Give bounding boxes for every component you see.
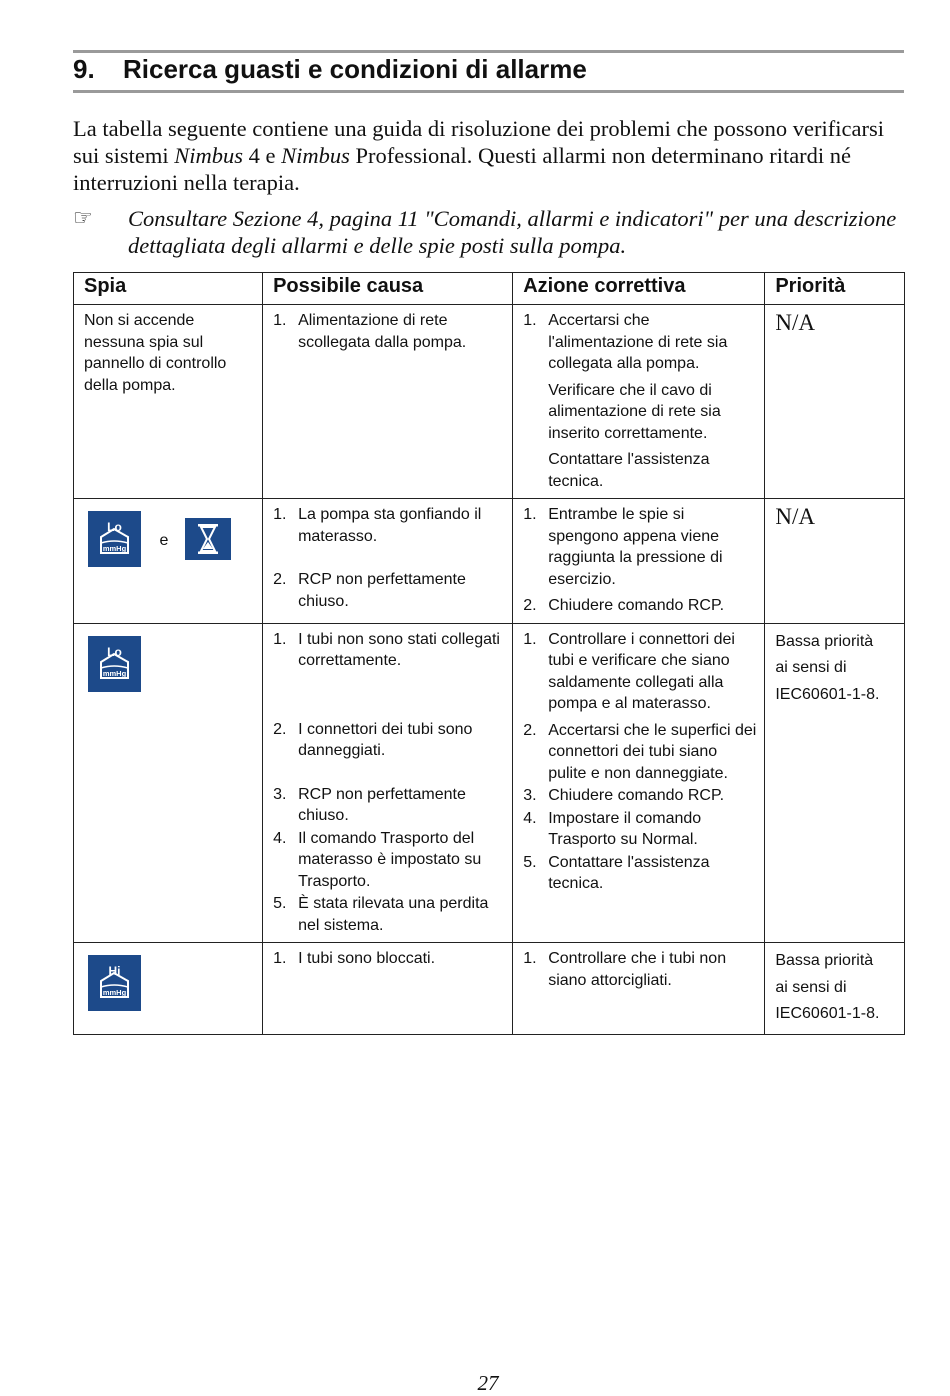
cause-item — [273, 893, 504, 936]
col-header-priorita: Priorità — [765, 273, 905, 305]
action-item — [523, 504, 756, 590]
item-text: Chiudere comando RCP. — [548, 787, 725, 804]
intro-text-3: Professional. Questi allarmi non determinano ritardi né interruzioni nella terapia. — [73, 143, 852, 195]
page-number: 27 — [477, 1371, 499, 1395]
high-pressure-icon — [88, 955, 141, 1011]
item-number: 2. — [523, 721, 537, 739]
top-rule — [73, 50, 904, 53]
section-number: 9. — [73, 54, 95, 84]
col-header-spia: Spia — [74, 273, 263, 305]
item-number: 1. — [523, 630, 537, 648]
cause-cell — [263, 943, 513, 1035]
intro-paragraph — [73, 115, 893, 196]
intro-text-1: La tabella seguente contiene una guida di risoluzione dei problemi che possono verificarsi sui sistemi — [73, 116, 884, 168]
item-number: 4. — [273, 829, 287, 847]
priority-line: IEC60601-1-8. — [775, 1005, 880, 1022]
item-number: 1. — [273, 312, 287, 329]
item-number: 1. — [523, 506, 537, 523]
low-pressure-icon — [88, 636, 141, 692]
priority-line: IEC60601-1-8. — [775, 685, 880, 703]
cause-item — [273, 828, 504, 893]
item-number: 1. — [273, 950, 287, 967]
spia-cell — [74, 623, 263, 943]
action-item — [523, 720, 756, 785]
joiner-text: e — [159, 532, 169, 549]
action-item — [523, 629, 756, 715]
priority-cell — [765, 943, 905, 1035]
action-item — [523, 808, 756, 851]
table-row — [74, 305, 905, 499]
cause-cell — [263, 305, 513, 499]
item-text: Alimentazione di rete scollegata dalla pompa. — [298, 312, 467, 351]
item-text: Accertarsi che l'alimentazione di rete sia collegata alla pompa. — [548, 312, 728, 372]
table-row — [74, 499, 905, 624]
action-cell — [513, 623, 765, 943]
table-header-row — [74, 273, 905, 305]
item-number: 2. — [273, 571, 287, 588]
icon-label: Lo — [107, 520, 122, 534]
action-item — [523, 785, 756, 807]
item-text: La pompa sta gonfiando il materasso. — [298, 506, 482, 545]
priority-line: Bassa priorità — [775, 632, 874, 650]
cause-item — [273, 569, 504, 612]
item-text: I tubi sono bloccati. — [298, 950, 436, 967]
item-text: I tubi non sono stati collegati correttamente. — [298, 630, 500, 669]
cause-cell — [263, 499, 513, 624]
item-text: RCP non perfettamente chiuso. — [298, 785, 466, 824]
action-item — [523, 852, 756, 895]
section-title — [73, 54, 587, 85]
spia-cell: Non si accende nessuna spia sul pannello di controllo della pompa. — [74, 305, 263, 499]
item-text: Impostare il comando Trasporto su Normal. — [548, 809, 702, 848]
pointing-hand-icon: ☞ — [73, 206, 93, 231]
item-text: Chiudere comando RCP. — [548, 597, 725, 614]
troubleshooting-table — [73, 272, 905, 1035]
action-cell — [513, 305, 765, 499]
action-item — [523, 595, 756, 617]
low-pressure-icon — [88, 511, 141, 567]
action-paragraph: Verificare che il cavo di alimentazione di rete sia inserito correttamente. — [548, 381, 721, 442]
priority-cell — [765, 623, 905, 943]
item-number: 1. — [523, 950, 537, 967]
cause-item — [273, 948, 504, 970]
priority-cell: N/A — [765, 499, 905, 624]
intro-italic-2: Nimbus — [281, 143, 350, 168]
priority-cell: N/A — [765, 305, 905, 499]
cause-cell — [263, 623, 513, 943]
priority-line: ai sensi di — [775, 659, 847, 676]
priority-line: ai sensi di — [775, 978, 847, 996]
spia-cell — [74, 499, 263, 624]
action-paragraph: Contattare l'assistenza tecnica. — [548, 451, 710, 490]
action-cell — [513, 499, 765, 624]
spia-cell — [74, 943, 263, 1035]
reference-note — [73, 205, 903, 259]
item-text: I connettori dei tubi sono danneggiati. — [298, 720, 473, 759]
item-number: 2. — [523, 597, 537, 614]
col-header-azione: Azione correttiva — [513, 273, 765, 305]
cause-item — [273, 784, 504, 827]
table-row — [74, 623, 905, 943]
item-text: Controllare che i tubi non siano attorcigliati. — [548, 950, 727, 989]
item-text: Entrambe le spie si spengono appena viene raggiunta la pressione di esercizio. — [548, 506, 723, 588]
table-row — [74, 943, 905, 1035]
item-number: 1. — [273, 506, 287, 523]
item-text: RCP non perfettamente chiuso. — [298, 571, 466, 610]
item-text: È stata rilevata una perdita nel sistema. — [298, 895, 489, 934]
action-item — [523, 948, 756, 991]
col-header-causa: Possibile causa — [263, 273, 513, 305]
item-number: 2. — [273, 720, 287, 738]
intro-italic-1: Nimbus — [174, 143, 244, 168]
item-number: 5. — [523, 853, 537, 871]
reference-note-text: Consultare Sezione 4, pagina 11 "Comandi, allarmi e indicatori" per una descrizione dettagliata degli allarmi e delle spie posti sulla pompa. — [128, 206, 897, 258]
icon-label: Hi — [108, 964, 121, 978]
icon-label: Lo — [107, 644, 122, 659]
item-text: Contattare l'assistenza tecnica. — [548, 853, 710, 892]
cause-item — [273, 629, 504, 672]
item-number: 5. — [273, 895, 287, 912]
item-number: 4. — [523, 809, 537, 827]
svg-text:mmHg: mmHg — [102, 988, 127, 997]
cause-item — [273, 504, 504, 547]
item-text: Il comando Trasporto del materasso è impostato su Trasporto. — [298, 829, 482, 890]
item-number: 1. — [273, 630, 287, 648]
cause-item — [273, 719, 504, 762]
action-item — [523, 310, 756, 375]
item-number: 3. — [273, 785, 287, 803]
section-title-text: Ricerca guasti e condizioni di allarme — [123, 54, 587, 84]
item-number: 3. — [523, 787, 537, 804]
priority-line: Bassa priorità — [775, 952, 874, 969]
title-underline — [73, 90, 904, 93]
svg-text:mmHg: mmHg — [102, 544, 127, 553]
action-cell — [513, 943, 765, 1035]
intro-text-2: 4 e — [243, 143, 282, 168]
item-text: Accertarsi che le superfici dei connettori dei tubi siano pulite e non danneggiate. — [548, 721, 757, 782]
item-text: Controllare i connettori dei tubi e verificare che siano saldamente collegati alla pompa e al materasso. — [548, 630, 735, 712]
svg-text:mmHg: mmHg — [102, 668, 127, 678]
item-number: 1. — [523, 312, 537, 329]
hourglass-icon — [185, 518, 231, 560]
cause-item — [273, 310, 504, 353]
